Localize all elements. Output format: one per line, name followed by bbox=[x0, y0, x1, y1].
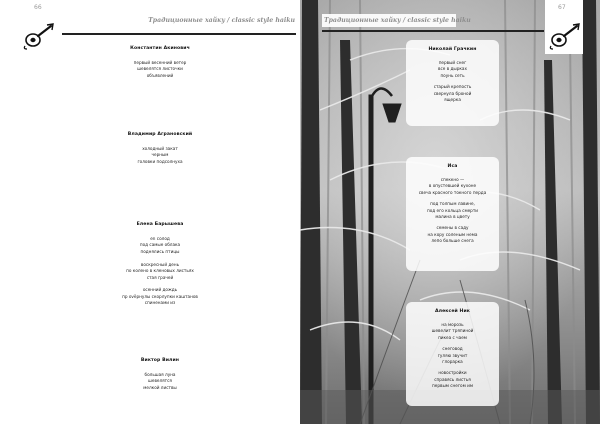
header-rule-left bbox=[62, 33, 296, 35]
haiku-stanza bbox=[90, 236, 230, 255]
violin-emblem-icon bbox=[546, 22, 580, 52]
haiku-line: под самые облака bbox=[139, 242, 181, 248]
haiku-line: пикеа с чаем bbox=[438, 334, 467, 340]
haiku-line: на кору соленым нема bbox=[427, 231, 478, 237]
author-block bbox=[90, 46, 230, 86]
haiku-line: свернула броной bbox=[433, 90, 472, 96]
haiku-stanza bbox=[90, 146, 230, 165]
haiku-line: семены в саду bbox=[436, 225, 469, 231]
haiku-stanza bbox=[406, 225, 499, 244]
haiku-line: под его кольца смерти bbox=[426, 207, 479, 213]
haiku-stanza bbox=[90, 60, 230, 79]
haiku-line: шевелит тряпиной bbox=[431, 328, 474, 334]
haiku-line: все в дырках bbox=[438, 66, 467, 72]
haiku-line: шевелятся bbox=[148, 378, 172, 384]
haiku-line: шевелятся листочки bbox=[137, 66, 183, 72]
haiku-line: первый весенний ветер bbox=[133, 60, 187, 65]
haiku-stanza bbox=[406, 84, 499, 103]
violin-emblem-icon bbox=[20, 22, 54, 52]
haiku-stanza bbox=[406, 322, 499, 341]
haiku-line: лепо больше снега bbox=[431, 238, 474, 244]
author-name: Елена Барышева bbox=[136, 222, 184, 227]
author-name: Алексей Ник bbox=[434, 309, 470, 314]
haiku-line: холодный закат bbox=[142, 146, 178, 151]
author-name: Иса bbox=[447, 164, 458, 169]
haiku-line: объявлений bbox=[146, 72, 174, 78]
haiku-stanza bbox=[406, 177, 499, 196]
haiku-line: новостройки bbox=[438, 370, 467, 376]
haiku-stanza bbox=[406, 201, 499, 220]
right-page bbox=[300, 0, 600, 424]
author-name: Константин Акинович bbox=[130, 46, 190, 51]
haiku-line: спеккно — bbox=[440, 177, 465, 182]
haiku-stanza bbox=[406, 60, 499, 79]
haiku-stanza bbox=[406, 346, 499, 365]
haiku-line: стая грачей bbox=[146, 274, 174, 280]
author-block bbox=[90, 222, 230, 313]
haiku-line: черным bbox=[151, 152, 169, 158]
haiku-stanza bbox=[90, 372, 230, 391]
header-rule-right bbox=[322, 30, 544, 32]
author-name: Виктор Вилин bbox=[140, 358, 180, 363]
page-number-left: 66 bbox=[34, 4, 42, 11]
haiku-line: en солод bbox=[150, 236, 170, 241]
haiku-line: на морозь bbox=[441, 322, 464, 327]
haiku-line: большая луна bbox=[144, 372, 176, 377]
author-block bbox=[90, 358, 230, 398]
haiku-line: пр ovёрнулы скорлупки каштанов bbox=[122, 293, 198, 299]
haiku-line: гуляю звучит bbox=[437, 352, 468, 358]
haiku-stanza bbox=[90, 262, 230, 281]
section-title-right: Традиционные хайку / classic style haiku bbox=[324, 17, 471, 24]
haiku-line: мелкой листвы bbox=[143, 384, 177, 390]
poem-card bbox=[406, 157, 499, 271]
haiku-line: справясь листья bbox=[434, 376, 471, 382]
section-title-left: Традиционные хайку / classic style haiku bbox=[148, 17, 295, 24]
haiku-line: по колено в кленовых листьях bbox=[126, 268, 194, 274]
haiku-stanza bbox=[406, 370, 499, 389]
author-name: Владимир Аграновский bbox=[127, 132, 193, 137]
haiku-line: спиненами из bbox=[144, 300, 176, 306]
poem-card bbox=[406, 40, 499, 126]
author-block bbox=[90, 132, 230, 172]
haiku-stanza bbox=[90, 287, 230, 306]
poem-card bbox=[406, 302, 499, 406]
haiku-line: головки подсолнуха bbox=[137, 158, 183, 164]
haiku-line: воскресный день bbox=[140, 261, 180, 267]
haiku-line: свеча красного токного перда bbox=[418, 189, 487, 195]
haiku-line: снеговод bbox=[442, 346, 463, 352]
page-number-right: 67 bbox=[558, 4, 566, 11]
haiku-line: поднялись птицы bbox=[140, 248, 180, 254]
haiku-line: малина в цвету bbox=[435, 214, 470, 220]
haiku-line: осенний дождь bbox=[142, 287, 178, 293]
haiku-line: старый крепость bbox=[433, 84, 472, 90]
haiku-line: в опустевшей кухоне bbox=[428, 183, 477, 189]
haiku-line: под толпым лавине, bbox=[430, 201, 475, 207]
haiku-line: поунь сеть bbox=[440, 72, 465, 78]
author-name: Николай Грачкин bbox=[428, 47, 477, 52]
haiku-line: первым снегом им bbox=[432, 383, 473, 389]
haiku-line: первый снег bbox=[438, 60, 467, 65]
haiku-line: ящерка bbox=[444, 97, 461, 103]
haiku-line: глорарка bbox=[442, 359, 463, 365]
